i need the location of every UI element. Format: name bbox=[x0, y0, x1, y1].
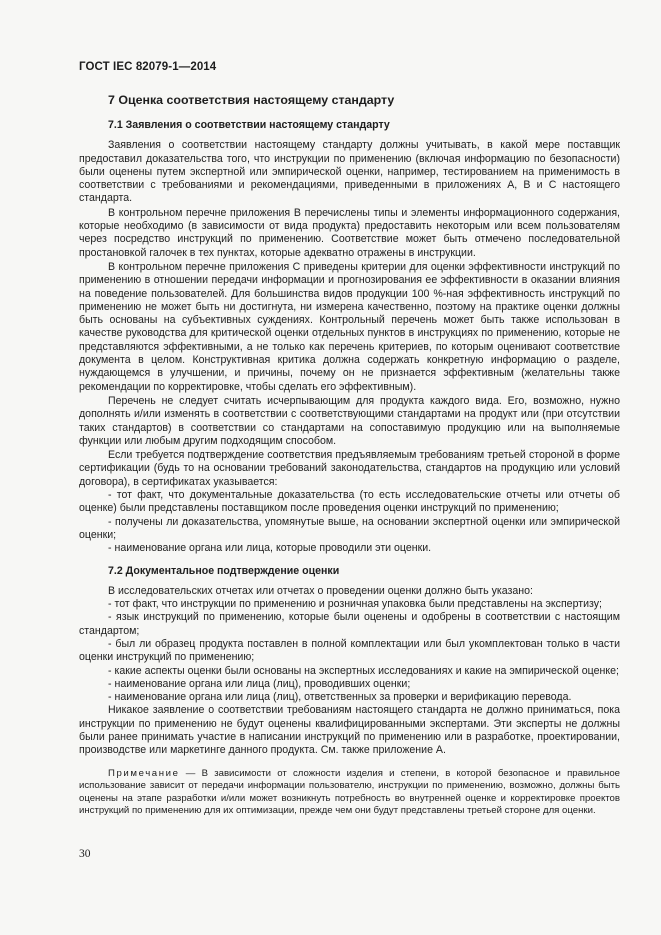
paragraph: Никакое заявление о соответствии требованиям настоящего стандарта не должно приниматься, пока инструкции по применению не будут оценены квалифицированными экспертами. Эти эксперты не должны были ранее принимать участие в написании инструкций по применению или в разработке, проектировании, производстве или маркетинге данного продукта. См. также приложение А. bbox=[79, 704, 620, 757]
paragraph: В контрольном перечне приложения В перечислены типы и элементы информационного содержания, которые необходимо (в зависимости от вида продукта) предоставить некоторым или всем пользователям через посредство инструкций по применению. Соответствие может быть отмечено последовательной простановкой галочек в тех пунктах, которые адекватно отражены в инструкции. bbox=[79, 206, 620, 259]
subsection-title-7-2: 7.2 Документальное подтверждение оценки bbox=[108, 564, 340, 577]
paragraph: В контрольном перечне приложения С приведены критерии для оценки эффективности инструкций по применению в отношении передачи информации и прогнозирования ее эффективности в оказании влияния на поведение пользователей. Для большинства видов продукции 100 %-ная эффективность инструкций по применению не может быть ни достигнута, ни измерена качественно, поэтому на практике оценки должны быть основаны на субъективных суждениях. Контрольный перечень может быть также использован в качестве руководства для критической оценки отдельных пунктов в инструкциях по применению, которые не представляются эффективными, а не только как перечень критериев, по которым оценивают соответствие документа в целом. Конструктивная критика должна содержать конкретную информацию о разделе, нуждающемся в улучшении, и причины, почему он не признается эффективным (желательны также рекомендации по корректировке, чтобы сделать его эффективным). bbox=[79, 260, 620, 393]
paragraph: В исследовательских отчетах или отчетах о проведении оценки должно быть указано: bbox=[108, 584, 533, 597]
document-header: ГОСТ IEC 82079-1—2014 bbox=[79, 61, 217, 73]
list-item: - какие аспекты оценки были основаны на экспертных исследованиях и какие на эмпирической оценке; bbox=[108, 664, 619, 677]
list-item: - наименование органа или лица, которые проводили эти оценки. bbox=[108, 542, 432, 555]
list-item: - наименование органа или лица (лиц), ответственных за проверки и верификацию перевода. bbox=[108, 691, 572, 704]
section-title: 7 Оценка соответствия настоящему стандарту bbox=[108, 93, 395, 107]
note-text: — В зависимости от сложности изделия и степени, в которой безопасное и правильное использование зависит от передачи информации пользователю, инструкции по применению, возможно, должны быть оценены на этапе разработки и/или может возникнуть потребность во внутренней оценке и корректировке проектов инструкций по применению для их оптимизации, прежде чем они будут представлены третьей стороне для оценки. bbox=[79, 767, 620, 817]
list-item: - тот факт, что документальные доказательства (то есть исследовательские отчеты или отчеты об оценке) были представлены поставщиком после проведения оценки инструкций по применению; bbox=[79, 489, 620, 515]
subsection-title-7-1: 7.1 Заявления о соответствии настоящему стандарту bbox=[108, 119, 390, 131]
paragraph: Перечень не следует считать исчерпывающим для продукта каждого вида. Его, возможно, нужно дополнять и/или изменять в соответствии с соответствующими стандартами на продукт или (при отсутствии таких стандартов) в соответствии со стандартами на сопоставимую продукцию или на выполняемые функции или любым другим подходящим способом. bbox=[79, 394, 620, 447]
list-item: - наименование органа или лица (лиц), проводивших оценки; bbox=[108, 677, 411, 690]
paragraph: Если требуется подтверждение соответствия предъявляемым требованиям третьей стороной в форме сертификации (будь то на основании требований законодательства, стандартов на продукцию или условий договора), в сертификатах указывается: bbox=[79, 449, 620, 488]
list-item: - тот факт, что инструкции по применению и розничная упаковка были представлены на экспертизу; bbox=[108, 598, 602, 611]
list-item: - был ли образец продукта поставлен в полной комплектации или был укомплектован только в части оценки инструкций по применению; bbox=[79, 637, 620, 664]
note-label: Примечание bbox=[108, 767, 180, 779]
paragraph: Заявления о соответствии настоящему стандарту должны учитывать, в какой мере поставщик предоставил доказательства того, что инструкции по применению (включая информацию по безопасности) были оценены путем экспертной или эмпирической оценки, например, тестированием на применимость в соответствии с требованиями и рекомендациями, приведенными в приложениях А, В и С настоящего стандарта. bbox=[79, 139, 620, 205]
note bbox=[79, 768, 620, 818]
list-item: - получены ли доказательства, упомянутые выше, на основании экспертной оценки или эмпирической оценки; bbox=[79, 515, 620, 541]
page-content bbox=[79, 92, 620, 818]
page-number: 30 bbox=[79, 848, 91, 860]
list-item: - язык инструкций по применению, которые были оценены и одобрены в соответствии с настоящим стандартом; bbox=[79, 611, 620, 637]
